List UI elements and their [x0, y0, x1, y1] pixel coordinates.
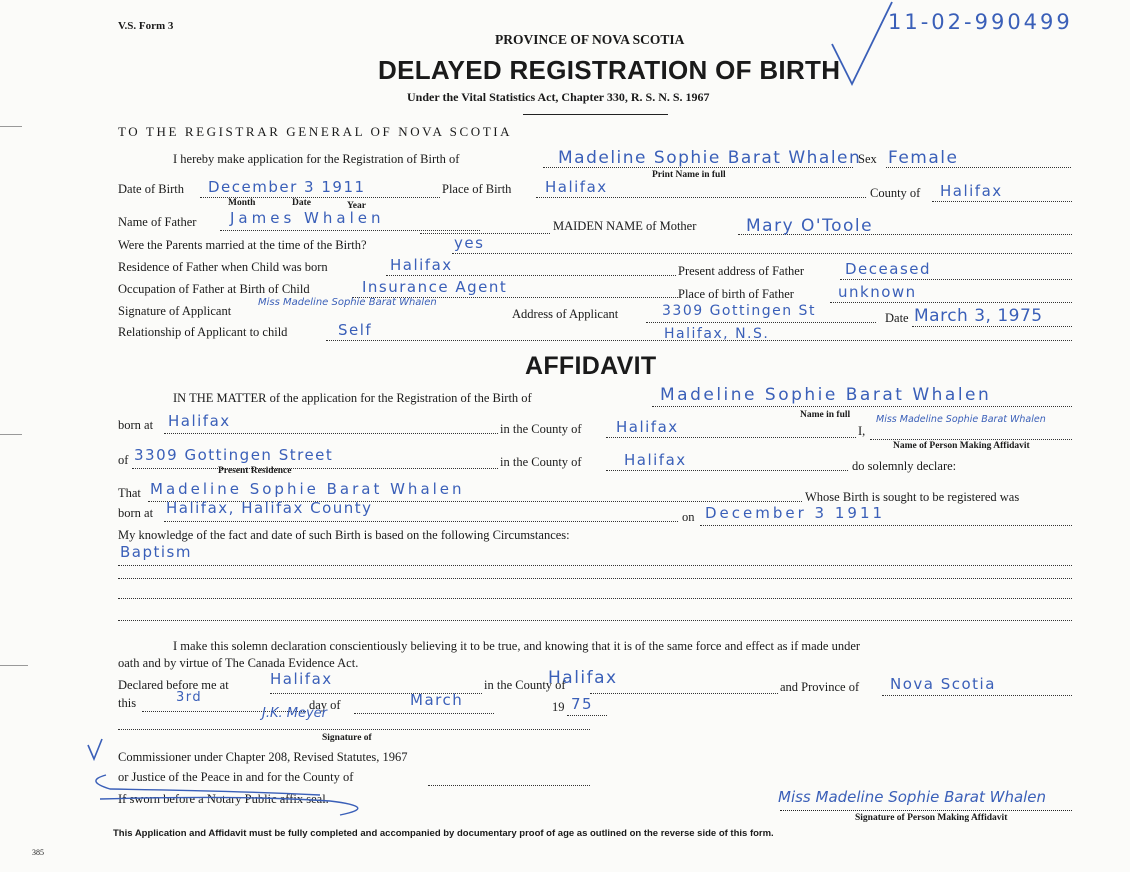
applicant-address-value-2: Halifax, N.S. — [664, 326, 770, 342]
commissioner-label: Commissioner under Chapter 208, Revised Statutes, 1967 — [118, 750, 408, 764]
county3-value: Halifax — [548, 668, 618, 688]
month-line — [354, 713, 494, 714]
father-birthplace-label: Place of birth of Father — [678, 287, 794, 301]
occupation-label: Occupation of Father at Birth of Child — [118, 282, 310, 296]
present-address-line — [840, 279, 1072, 280]
county2-label: in the County of — [500, 455, 582, 469]
relationship-value: Self — [338, 321, 373, 339]
pob-value: Halifax — [545, 178, 608, 196]
subtitle-rule — [523, 114, 668, 115]
father-birthplace-value: unknown — [838, 283, 917, 301]
affidavit-heading: AFFIDAVIT — [525, 352, 657, 380]
county1-value: Halifax — [616, 418, 679, 436]
signature-of-caption: Signature of — [322, 733, 372, 743]
married-line — [452, 253, 1072, 254]
dob-label: Date of Birth — [118, 182, 184, 196]
name-caption: Print Name in full — [652, 170, 726, 180]
matter-value: Madeline Sophie Barat Whalen — [660, 385, 992, 405]
born-at-label: born at — [118, 418, 154, 432]
deponent-residence-line — [132, 468, 498, 469]
deponent-value: Miss Madeline Sophie Barat Whalen — [876, 414, 1046, 425]
circumstance-line-3 — [118, 598, 1072, 599]
applicant-address-line — [646, 322, 876, 323]
child-name-value: Madeline Sophie Barat Whalen — [558, 148, 862, 168]
province-line — [882, 695, 1072, 696]
commissioner-signature-line — [118, 729, 590, 730]
margin-mark — [0, 434, 22, 435]
circumstance-line-4 — [118, 620, 1072, 621]
relationship-label: Relationship of Applicant to child — [118, 325, 288, 339]
present-address-value: Deceased — [845, 260, 932, 278]
month-value: March — [410, 691, 464, 709]
knowledge-label: My knowledge of the fact and date of such Birth is based on the following Circumstances: — [118, 528, 570, 542]
margin-mark — [0, 665, 28, 666]
applicant-address-value: 3309 Gottingen St — [662, 303, 816, 319]
on-label: on — [682, 510, 695, 524]
of-label: of — [118, 453, 129, 467]
born-at-2-value: Halifax, Halifax County — [166, 499, 373, 517]
i-label: I, — [858, 424, 866, 438]
county-line — [932, 201, 1072, 202]
date-caption: Date — [292, 198, 311, 208]
county2-value: Halifax — [624, 451, 687, 469]
bracket-mark-icon — [80, 735, 400, 825]
county3-line — [590, 693, 778, 694]
born-at-line — [164, 433, 498, 434]
file-number: 11-02-990499 — [888, 10, 1073, 34]
on-line — [700, 525, 1072, 526]
application-date-value: March 3, 1975 — [914, 306, 1043, 326]
year-prefix: 19 — [552, 700, 565, 714]
declaration-text-1: I make this solemn declaration conscientiously believing it to be true, and knowing that it is of the same force and effect as if made under — [173, 639, 861, 653]
residence-value: Halifax — [390, 256, 453, 274]
footer-note: This Application and Affidavit must be fully completed and accompanied by documentary proof of age as outlined on the reverse side of this form. — [113, 828, 774, 839]
province-value: Nova Scotia — [890, 675, 996, 693]
notary-label: If sworn before a Notary Public affix seal. — [118, 792, 329, 806]
whose-birth-label: Whose Birth is sought to be registered was — [805, 490, 1020, 504]
on-value: December 3 1911 — [705, 504, 886, 522]
applicant-signature-label: Signature of Applicant — [118, 304, 232, 318]
father-line — [220, 230, 480, 231]
county-value: Halifax — [940, 182, 1003, 200]
application-intro-label: I hereby make application for the Registration of Birth of — [173, 152, 460, 166]
application-date-line — [912, 326, 1072, 327]
deponent-signature-caption: Signature of Person Making Affidavit — [855, 813, 1008, 823]
declaration-text-2: oath and by virtue of The Canada Evidence Act. — [118, 656, 359, 670]
name-in-full-caption: Name in full — [800, 410, 851, 420]
married-label: Were the Parents married at the time of the Birth? — [118, 238, 367, 252]
married-value: yes — [454, 234, 485, 252]
father-line-continuation — [420, 233, 550, 234]
province-label: and Province of — [780, 680, 860, 694]
year-value: 75 — [571, 695, 594, 713]
addressee: TO THE REGISTRAR GENERAL OF NOVA SCOTIA — [118, 124, 513, 139]
sex-label: Sex — [858, 152, 877, 166]
month-caption: Month — [228, 198, 256, 208]
deponent-residence-value: 3309 Gottingen Street — [134, 446, 334, 464]
born-at-value: Halifax — [168, 412, 231, 430]
circumstance-line-2 — [118, 578, 1072, 579]
day-value: 3rd — [176, 690, 203, 705]
commissioner-signature: J.K. Meyer — [262, 706, 328, 721]
justice-label: or Justice of the Peace in and for the County of — [118, 770, 354, 784]
that-value: Madeline Sophie Barat Whalen — [150, 480, 465, 498]
county1-label: in the County of — [500, 422, 582, 436]
application-date-label: Date — [885, 311, 909, 325]
deponent-caption: Name of Person Making Affidavit — [893, 441, 1030, 451]
this-label: this — [118, 696, 137, 710]
dob-value: December 3 1911 — [208, 178, 366, 196]
county-label: County of — [870, 186, 921, 200]
year-line — [567, 715, 607, 716]
form-code: 385 — [32, 848, 44, 857]
day-of-label: day of — [309, 698, 341, 712]
form-id: V.S. Form 3 — [118, 20, 174, 32]
born-at-2-label: born at — [118, 506, 154, 520]
born-at-2-line — [164, 521, 678, 522]
father-label: Name of Father — [118, 215, 197, 229]
pob-label: Place of Birth — [442, 182, 512, 196]
county3-label: in the County of — [484, 678, 566, 692]
present-residence-caption: Present Residence — [218, 466, 292, 476]
applicant-signature-value: Miss Madeline Sophie Barat Whalen — [258, 297, 437, 308]
county1-line — [606, 437, 856, 438]
occupation-value: Insurance Agent — [362, 278, 508, 296]
present-address-label: Present address of Father — [678, 264, 805, 278]
applicant-address-label: Address of Applicant — [512, 307, 619, 321]
circumstance-line-1 — [118, 565, 1072, 566]
declared-at-label: Declared before me at — [118, 678, 229, 692]
province-heading: PROVINCE OF NOVA SCOTIA — [495, 32, 685, 47]
county2-line — [606, 470, 848, 471]
margin-mark — [0, 126, 22, 127]
deponent-signature-line — [780, 810, 1072, 811]
year-caption: Year — [347, 201, 366, 211]
document-subtitle: Under the Vital Statistics Act, Chapter 330, R. S. N. S. 1967 — [407, 90, 710, 104]
matter-label: IN THE MATTER of the application for the Registration of the Birth of — [173, 391, 532, 405]
father-value: James Whalen — [230, 209, 385, 227]
pob-line — [536, 197, 866, 198]
matter-line — [652, 406, 1072, 407]
mother-label: MAIDEN NAME of Mother — [553, 219, 697, 233]
mother-value: Mary O'Toole — [746, 216, 874, 236]
father-birthplace-line — [830, 302, 1072, 303]
deponent-signature: Miss Madeline Sophie Barat Whalen — [778, 788, 1047, 806]
deponent-line — [870, 439, 1072, 440]
declared-at-value: Halifax — [270, 670, 333, 688]
residence-label: Residence of Father when Child was born — [118, 260, 328, 274]
justice-line — [428, 785, 590, 786]
circumstance-value: Baptism — [120, 543, 192, 561]
that-label: That — [118, 486, 141, 500]
declare-label: do solemnly declare: — [852, 459, 957, 473]
residence-line — [386, 275, 676, 276]
sex-value: Female — [888, 148, 959, 168]
check-mark-icon — [820, 0, 900, 92]
document-title: DELAYED REGISTRATION OF BIRTH — [378, 55, 841, 85]
